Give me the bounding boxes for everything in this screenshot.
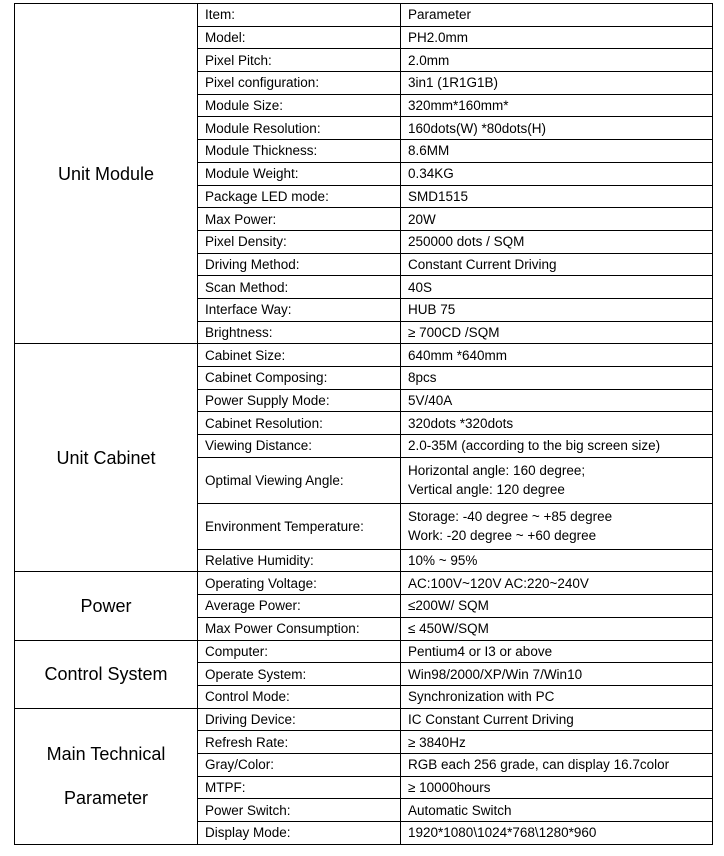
item-value-line: ≥ 10000hours bbox=[408, 779, 491, 795]
item-value bbox=[401, 572, 713, 595]
item-label: Pixel Density: bbox=[198, 230, 401, 253]
item-label: Pixel Pitch: bbox=[198, 49, 401, 72]
item-value bbox=[401, 230, 713, 253]
item-value bbox=[401, 685, 713, 708]
item-value bbox=[401, 298, 713, 321]
group-label-line: Unit Module bbox=[57, 163, 155, 184]
item-label: Driving Device: bbox=[198, 708, 401, 731]
item-label: Brightness: bbox=[198, 321, 401, 344]
group-label bbox=[15, 344, 198, 572]
item-label: Operate System: bbox=[198, 663, 401, 686]
item-value-line: Synchronization with PC bbox=[408, 689, 555, 705]
item-value-line: ≤ 450W/SQM bbox=[408, 621, 489, 637]
item-value-line: 3in1 (1R1G1B) bbox=[408, 75, 499, 91]
item-value bbox=[401, 26, 713, 49]
item-label: Power Supply Mode: bbox=[198, 389, 401, 412]
item-value bbox=[401, 344, 713, 367]
item-value bbox=[401, 94, 713, 117]
item-value-line: Win98/2000/XP/Win 7/Win10 bbox=[408, 666, 583, 682]
item-value bbox=[401, 140, 713, 163]
item-value bbox=[401, 457, 713, 503]
item-value-line: 2.0-35M (according to the big screen size) bbox=[408, 438, 661, 454]
table-row bbox=[15, 572, 713, 595]
item-value-line: Vertical angle: 120 degree bbox=[408, 482, 565, 498]
item-value-line: Horizontal angle: 160 degree; bbox=[408, 463, 586, 479]
item-value bbox=[401, 731, 713, 754]
item-label: Scan Method: bbox=[198, 276, 401, 299]
item-label: Module Weight: bbox=[198, 162, 401, 185]
item-label: Viewing Distance: bbox=[198, 435, 401, 458]
item-value bbox=[401, 276, 713, 299]
item-value-line: 1920*1080\1024*768\1280*960 bbox=[408, 825, 597, 841]
item-value-line: Constant Current Driving bbox=[408, 256, 557, 272]
item-value bbox=[401, 412, 713, 435]
table-row bbox=[15, 344, 713, 367]
item-value-line: 0.34KG bbox=[408, 166, 454, 182]
item-value-line: Pentium4 or I3 or above bbox=[408, 643, 553, 659]
item-label: Max Power: bbox=[198, 208, 401, 231]
item-value bbox=[401, 708, 713, 731]
item-value-line: 8pcs bbox=[408, 370, 437, 386]
item-value-line: RGB each 256 grade, can display 16.7color bbox=[408, 757, 670, 773]
item-value-line: AC:100V~120V AC:220~240V bbox=[408, 575, 589, 591]
item-value-line: PH2.0mm bbox=[408, 30, 469, 46]
item-value bbox=[401, 617, 713, 640]
group-label-line: Main Technical bbox=[46, 744, 166, 765]
item-label: Cabinet Resolution: bbox=[198, 412, 401, 435]
item-value-line: ≤200W/ SQM bbox=[408, 598, 489, 614]
item-value-line: 40S bbox=[408, 279, 433, 295]
item-value-line: 160dots(W) *80dots(H) bbox=[408, 120, 547, 136]
item-value-line: 5V/40A bbox=[408, 393, 453, 409]
item-value-line: 320mm*160mm* bbox=[408, 98, 509, 114]
item-label: Environment Temperature: bbox=[198, 503, 401, 549]
item-value-line: 250000 dots / SQM bbox=[408, 234, 525, 250]
item-value-line: 10% ~ 95% bbox=[408, 553, 478, 569]
item-value-line: 640mm *640mm bbox=[408, 347, 508, 363]
item-value bbox=[401, 503, 713, 549]
item-label: Control Mode: bbox=[198, 685, 401, 708]
item-value bbox=[401, 367, 713, 390]
item-label: Average Power: bbox=[198, 595, 401, 618]
item-value bbox=[401, 776, 713, 799]
item-label: Refresh Rate: bbox=[198, 731, 401, 754]
table-row bbox=[15, 708, 713, 731]
item-value bbox=[401, 389, 713, 412]
spec-table bbox=[14, 3, 713, 845]
item-value-line: HUB 75 bbox=[408, 302, 456, 318]
group-label-line: Parameter bbox=[63, 788, 149, 809]
item-value bbox=[401, 4, 713, 27]
item-value-line: Storage: -40 degree ~ +85 degree bbox=[408, 509, 613, 525]
item-value bbox=[401, 49, 713, 72]
item-label: MTPF: bbox=[198, 776, 401, 799]
group-label-line: Control System bbox=[44, 664, 168, 685]
item-value-line: IC Constant Current Driving bbox=[408, 711, 574, 727]
item-label: Max Power Consumption: bbox=[198, 617, 401, 640]
item-value bbox=[401, 117, 713, 140]
item-value-line: 8.6MM bbox=[408, 143, 450, 159]
item-label: Cabinet Size: bbox=[198, 344, 401, 367]
item-value bbox=[401, 185, 713, 208]
item-value-line: Work: -20 degree ~ +60 degree bbox=[408, 528, 597, 544]
item-label: Module Size: bbox=[198, 94, 401, 117]
item-label: Power Switch: bbox=[198, 799, 401, 822]
item-label: Item: bbox=[198, 4, 401, 27]
item-value bbox=[401, 549, 713, 572]
item-label: Display Mode: bbox=[198, 822, 401, 845]
item-value-line: 2.0mm bbox=[408, 52, 450, 68]
group-label bbox=[15, 572, 198, 640]
item-value-line: SMD1515 bbox=[408, 188, 469, 204]
item-label: Module Thickness: bbox=[198, 140, 401, 163]
item-label: Driving Method: bbox=[198, 253, 401, 276]
group-label bbox=[15, 4, 198, 344]
item-label: Computer: bbox=[198, 640, 401, 663]
item-label: Optimal Viewing Angle: bbox=[198, 457, 401, 503]
item-value bbox=[401, 321, 713, 344]
table-row bbox=[15, 4, 713, 27]
item-value-line: ≥ 3840Hz bbox=[408, 734, 466, 750]
table-row bbox=[15, 640, 713, 663]
item-label: Package LED mode: bbox=[198, 185, 401, 208]
item-value bbox=[401, 208, 713, 231]
item-value-line: Parameter bbox=[408, 7, 472, 23]
item-value-line: ≥ 700CD /SQM bbox=[408, 324, 500, 340]
item-value bbox=[401, 253, 713, 276]
group-label-line: Power bbox=[80, 595, 132, 616]
item-value bbox=[401, 595, 713, 618]
item-value-line: 20W bbox=[408, 211, 436, 227]
item-value bbox=[401, 799, 713, 822]
item-label: Gray/Color: bbox=[198, 753, 401, 776]
item-label: Operating Voltage: bbox=[198, 572, 401, 595]
item-label: Interface Way: bbox=[198, 298, 401, 321]
item-label: Pixel configuration: bbox=[198, 72, 401, 95]
item-value bbox=[401, 435, 713, 458]
item-label: Model: bbox=[198, 26, 401, 49]
item-value-line: 320dots *320dots bbox=[408, 415, 514, 431]
group-label bbox=[15, 708, 198, 844]
item-value-line: Automatic Switch bbox=[408, 802, 512, 818]
item-label: Cabinet Composing: bbox=[198, 367, 401, 390]
item-value bbox=[401, 822, 713, 845]
item-value bbox=[401, 162, 713, 185]
group-label-line: Unit Cabinet bbox=[56, 447, 156, 468]
item-label: Relative Humidity: bbox=[198, 549, 401, 572]
item-label: Module Resolution: bbox=[198, 117, 401, 140]
item-value bbox=[401, 640, 713, 663]
group-label bbox=[15, 640, 198, 708]
item-value bbox=[401, 663, 713, 686]
spec-table-body bbox=[15, 4, 713, 845]
item-value bbox=[401, 72, 713, 95]
item-value bbox=[401, 753, 713, 776]
